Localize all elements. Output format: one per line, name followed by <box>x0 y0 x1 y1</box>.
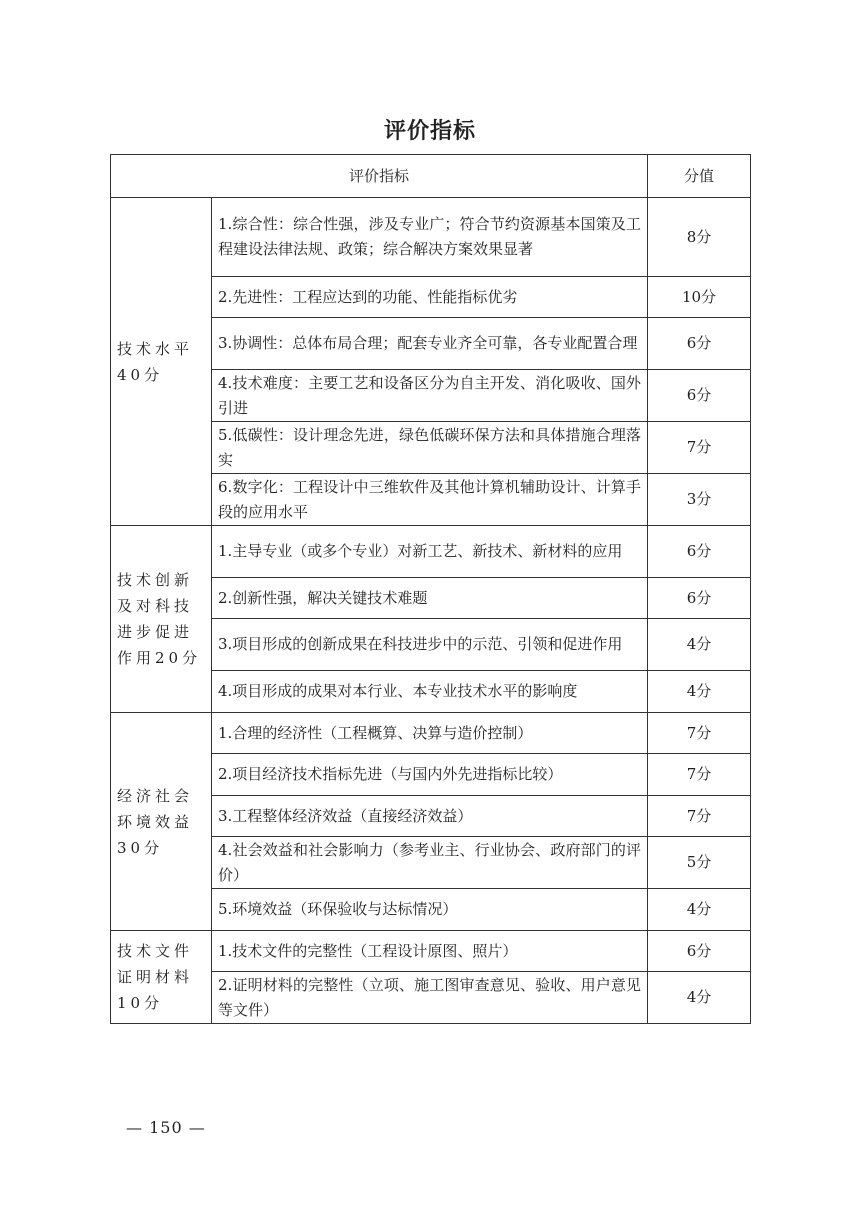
criterion-cell: 5.环境效益（环保验收与达标情况） <box>212 889 648 931</box>
header-score: 分值 <box>648 155 751 198</box>
criterion-cell: 4.社会效益和社会影响力（参考业主、行业协会、政府部门的评价） <box>212 837 648 889</box>
table-header-row <box>111 155 751 198</box>
criterion-cell: 1.主导专业（或多个专业）对新工艺、新技术、新材料的应用 <box>212 526 648 578</box>
criterion-cell: 2.项目经济技术指标先进（与国内外先进指标比较） <box>212 754 648 796</box>
score-cell: 6分 <box>648 318 751 370</box>
score-cell: 4分 <box>648 972 751 1024</box>
score-cell: 4分 <box>648 671 751 713</box>
criterion-cell: 2.证明材料的完整性（立项、施工图审查意见、验收、用户意见等文件） <box>212 972 648 1024</box>
score-cell: 7分 <box>648 422 751 474</box>
score-cell: 7分 <box>648 713 751 754</box>
table-row <box>111 526 751 578</box>
table-row <box>111 931 751 972</box>
table-row <box>111 713 751 754</box>
category-benefits: 经济社会环境效益30分 <box>111 713 212 931</box>
category-innovation: 技术创新及对科技进步促进作用20分 <box>111 526 212 713</box>
page-number: — 150 — <box>126 1118 206 1137</box>
criterion-cell: 4.技术难度：主要工艺和设备区分为自主开发、消化吸收、国外引进 <box>212 370 648 422</box>
score-cell: 5分 <box>648 837 751 889</box>
score-cell: 6分 <box>648 370 751 422</box>
criterion-cell: 3.工程整体经济效益（直接经济效益） <box>212 796 648 837</box>
score-cell: 8分 <box>648 198 751 277</box>
page-title: 评价指标 <box>383 119 476 144</box>
score-cell: 7分 <box>648 796 751 837</box>
criterion-cell: 4.项目形成的成果对本行业、本专业技术水平的影响度 <box>212 671 648 713</box>
criterion-cell: 1.技术文件的完整性（工程设计原图、照片） <box>212 931 648 972</box>
score-cell: 7分 <box>648 754 751 796</box>
criterion-cell: 1.合理的经济性（工程概算、决算与造价控制） <box>212 713 648 754</box>
score-cell: 4分 <box>648 889 751 931</box>
criterion-cell: 1.综合性：综合性强，涉及专业广；符合节约资源基本国策及工程建设法律法规、政策；综合解决方案效果显著 <box>212 198 648 277</box>
score-cell: 6分 <box>648 578 751 619</box>
category-documents: 技术文件证明材料10分 <box>111 931 212 1024</box>
score-cell: 6分 <box>648 526 751 578</box>
table-row <box>111 198 751 277</box>
criterion-cell: 5.低碳性：设计理念先进，绿色低碳环保方法和具体措施合理落实 <box>212 422 648 474</box>
criterion-cell: 3.协调性：总体布局合理；配套专业齐全可靠，各专业配置合理 <box>212 318 648 370</box>
criterion-cell: 2.先进性：工程应达到的功能、性能指标优劣 <box>212 277 648 318</box>
category-technical-level: 技术水平40分 <box>111 198 212 526</box>
criterion-cell: 3.项目形成的创新成果在科技进步中的示范、引领和促进作用 <box>212 619 648 671</box>
score-cell: 10分 <box>648 277 751 318</box>
score-cell: 6分 <box>648 931 751 972</box>
header-criterion: 评价指标 <box>111 155 648 198</box>
evaluation-table <box>110 154 751 1024</box>
criterion-cell: 6.数字化：工程设计中三维软件及其他计算机辅助设计、计算手段的应用水平 <box>212 474 648 526</box>
score-cell: 4分 <box>648 619 751 671</box>
criterion-cell: 2.创新性强，解决关键技术难题 <box>212 578 648 619</box>
score-cell: 3分 <box>648 474 751 526</box>
